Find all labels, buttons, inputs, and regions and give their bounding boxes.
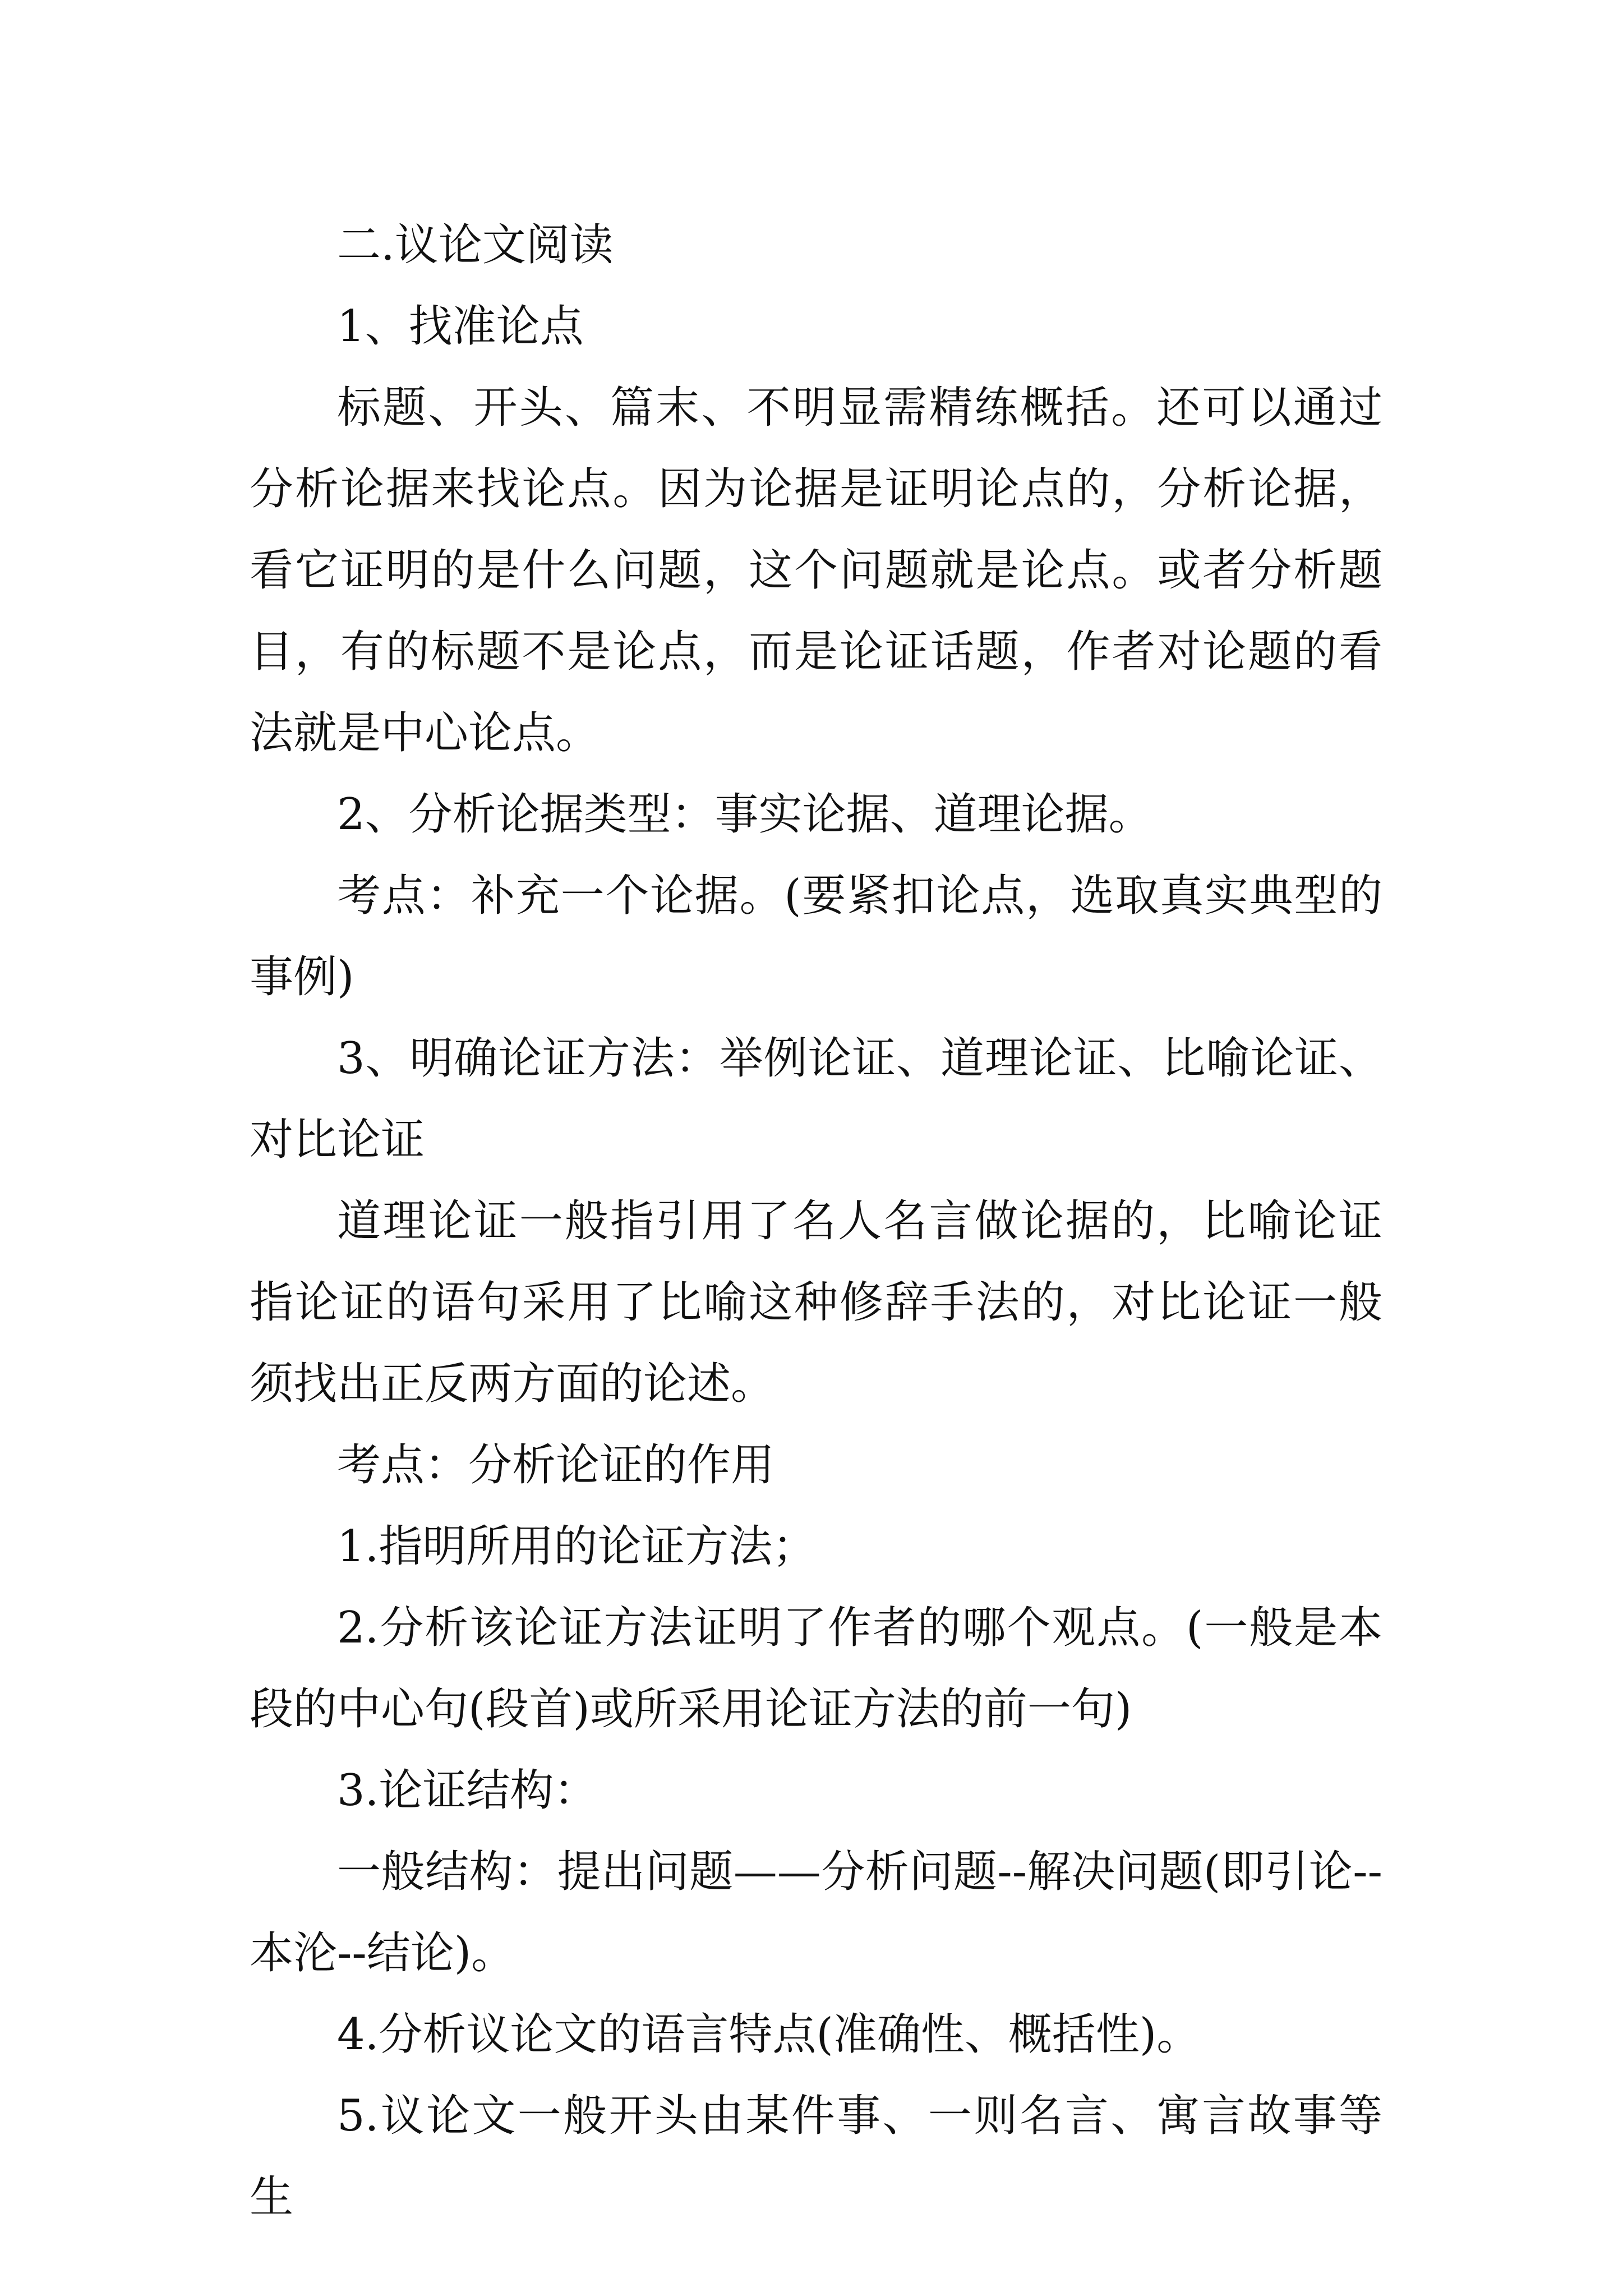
document-body	[250, 205, 1382, 2238]
subheading-argument-methods: 3、明确论证方法：举例论证、道理论证、比喻论证、对比论证	[250, 1033, 1382, 1165]
subheading-find-thesis: 1、找准论点	[337, 301, 584, 352]
section-heading: 二.议论文阅读	[337, 220, 614, 270]
list-item-4: 4.分析议论文的语言特点(准确性、概括性)。	[337, 2009, 1201, 2060]
list-item-5: 5.议论文一般开头由某件事、一则名言、寓言故事等生	[250, 2091, 1382, 2223]
paragraph-general-structure: 一般结构：提出问题——分析问题--解决问题(即引论--本沦--结论)。	[250, 1847, 1382, 1978]
paragraph-evidence-exam-point: 考点：补充一个论据。(要紧扣论点，选取真实典型的事例)	[250, 871, 1382, 1002]
paragraph-thesis-explanation: 标题、开头、篇末、不明显需精练概括。还可以通过分析论据来找论点。因为论据是证明论点的，分析论据，看它证明的是什么问题，这个问题就是论点。或者分析题目，有的标题不是论点，而是论证话题，作者对论题的看法就是中心论点。	[250, 383, 1382, 758]
paragraph-argument-methods-explanation: 道理论证一般指引用了名人名言做论据的，比喻论证指论证的语句采用了比喻这种修辞手法的，对比论证一般须找出正反两方面的论述。	[250, 1196, 1382, 1409]
list-item-1: 1.指明所用的论证方法；	[337, 1521, 817, 1572]
subheading-evidence-types: 2、分析论据类型：事实论据、道理论据。	[337, 789, 1152, 840]
paragraph-argument-exam-point: 考点：分析论证的作用	[337, 1440, 775, 1490]
list-item-2: 2.分析该论证方法证明了作者的哪个观点。(一般是本段的中心句(段首)或所采用论证方法的前一句)	[250, 1603, 1382, 1734]
list-item-3: 3.论证结构：	[337, 1765, 598, 1816]
